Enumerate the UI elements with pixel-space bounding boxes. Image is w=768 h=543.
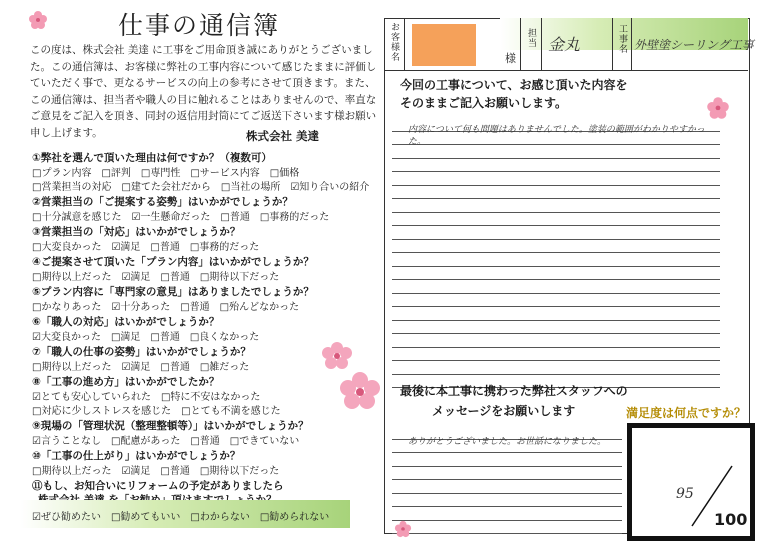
options-8a: ☑とても安心していられた □特に不安はなかった [32, 392, 261, 403]
company-name: 株式会社 美達 [246, 129, 320, 143]
question-7: ⑦「職人の仕事の姿勢」はいかがでしょうか？ [32, 346, 251, 358]
customer-name-redacted [412, 24, 476, 66]
question-5: ⑤プラン内容に「専門家の意見」はありましたでしょうか？ [32, 286, 314, 298]
question-2: ②営業担当の「ご提案する姿勢」はいかがでしょうか？ [32, 196, 293, 208]
options-4: □期待以上だった ☑満足 □普通 □期待以下だった [32, 272, 280, 283]
section2-written: ありがとうございました。お世話になりました。 [408, 437, 607, 447]
koji-value: 外壁塗シーリング工事 [634, 38, 754, 52]
sakura-icon [28, 10, 48, 30]
score-label: 満足度は何点ですか？ [626, 406, 747, 420]
section1-written: 内容について何も問題はありませんでした。塗装の範囲がわかりやすかった。 [408, 125, 705, 147]
options-1a: □プラン内容 □評判 □専門性 □サービス内容 □価格 [32, 168, 300, 179]
sakura-cluster-icon [322, 338, 382, 418]
question-10: ⑩「工事の仕上がり」はいかがでしょうか？ [32, 450, 241, 462]
options-6: ☑大変良かった □満足 □普通 □良くなかった [32, 332, 260, 343]
options-11: ☑ぜひ勧めたい □勧めてもいい □わからない □勧められない [32, 512, 330, 523]
section1-heading-2: そのままご記入お願いします。 [400, 96, 568, 110]
sama-label: 様 [505, 52, 516, 65]
question-1: ①弊社を選んで頂いた理由は何ですか？（複数可） [32, 152, 272, 164]
intro-text: この度は、株式会社 美達 に工事をご用命頂き誠にありがとうございました。この通信簿は、お客様に弊社の工事内容について感じたままに評価していただく事で、更なるサービスの向上の参考にさせて頂きます。また、この通信簿は、担当者や職人の目に触れることはありませんので、率直なご意見をご記入を頂き、同封の返信用封筒にてご返送下さいます様お願い申し上げます。 [30, 44, 377, 139]
question-3: ③営業担当の「対応」はいかがでしょうか？ [32, 226, 241, 238]
sakura-small-icon [706, 96, 730, 120]
question-8: ⑧「工事の進め方」はいかがでしたか？ [32, 376, 220, 388]
options-2: □十分誠意を感じた ☑一生懸命だった □普通 □事務的だった [32, 212, 330, 223]
options-8b: □対応に少しストレスを感じた □とても不満を感じた [32, 406, 281, 417]
question-9: ⑨現場の「管理状況（整理整頓等）」はいかがでしょうか？ [32, 420, 309, 432]
score-max: 100 [714, 510, 748, 529]
options-3: □大変良かった ☑満足 □普通 □事務的だった [32, 242, 260, 253]
score-value: 95 [676, 486, 694, 502]
section2-heading-2: メッセージをお願いします [432, 404, 576, 418]
section2-heading-1: 最後に本工事に携わった弊社スタッフへの [400, 384, 628, 398]
koji-label: 工事名 [617, 24, 627, 54]
section1-heading-1: 今回の工事について、お感じ頂いた内容を [400, 78, 628, 92]
options-7: □期待以上だった ☑満足 □普通 □雑だった [32, 362, 250, 373]
comment-lines-1 [392, 118, 720, 388]
options-9: ☑言うことなし □配慮があった □普通 □できていない [32, 436, 300, 447]
options-5: □かなりあった ☑十分あった □普通 □殆んどなかった [32, 302, 300, 313]
options-10: □期待以上だった ☑満足 □普通 □期待以下だった [32, 466, 280, 477]
options-1b: □営業担当の対応 □建てた会社だから □当社の場所 ☑知り合いの紹介 [32, 182, 370, 193]
customer-label: お客様名 [389, 22, 399, 62]
sakura-bottom-icon [394, 520, 412, 538]
page-title: 仕事の通信簿 [118, 11, 281, 40]
question-4: ④ご提案させて頂いた「プラン内容」はいかがでしょうか？ [32, 256, 314, 268]
score-box [627, 423, 755, 541]
tanto-label: 担当 [526, 28, 536, 48]
question-11: ⑪もし、お知合いにリフォームの予定がありましたら [32, 480, 284, 492]
tanto-value: 金丸 [548, 35, 581, 54]
question-6: ⑥「職人の対応」はいかがでしょうか？ [32, 316, 220, 328]
